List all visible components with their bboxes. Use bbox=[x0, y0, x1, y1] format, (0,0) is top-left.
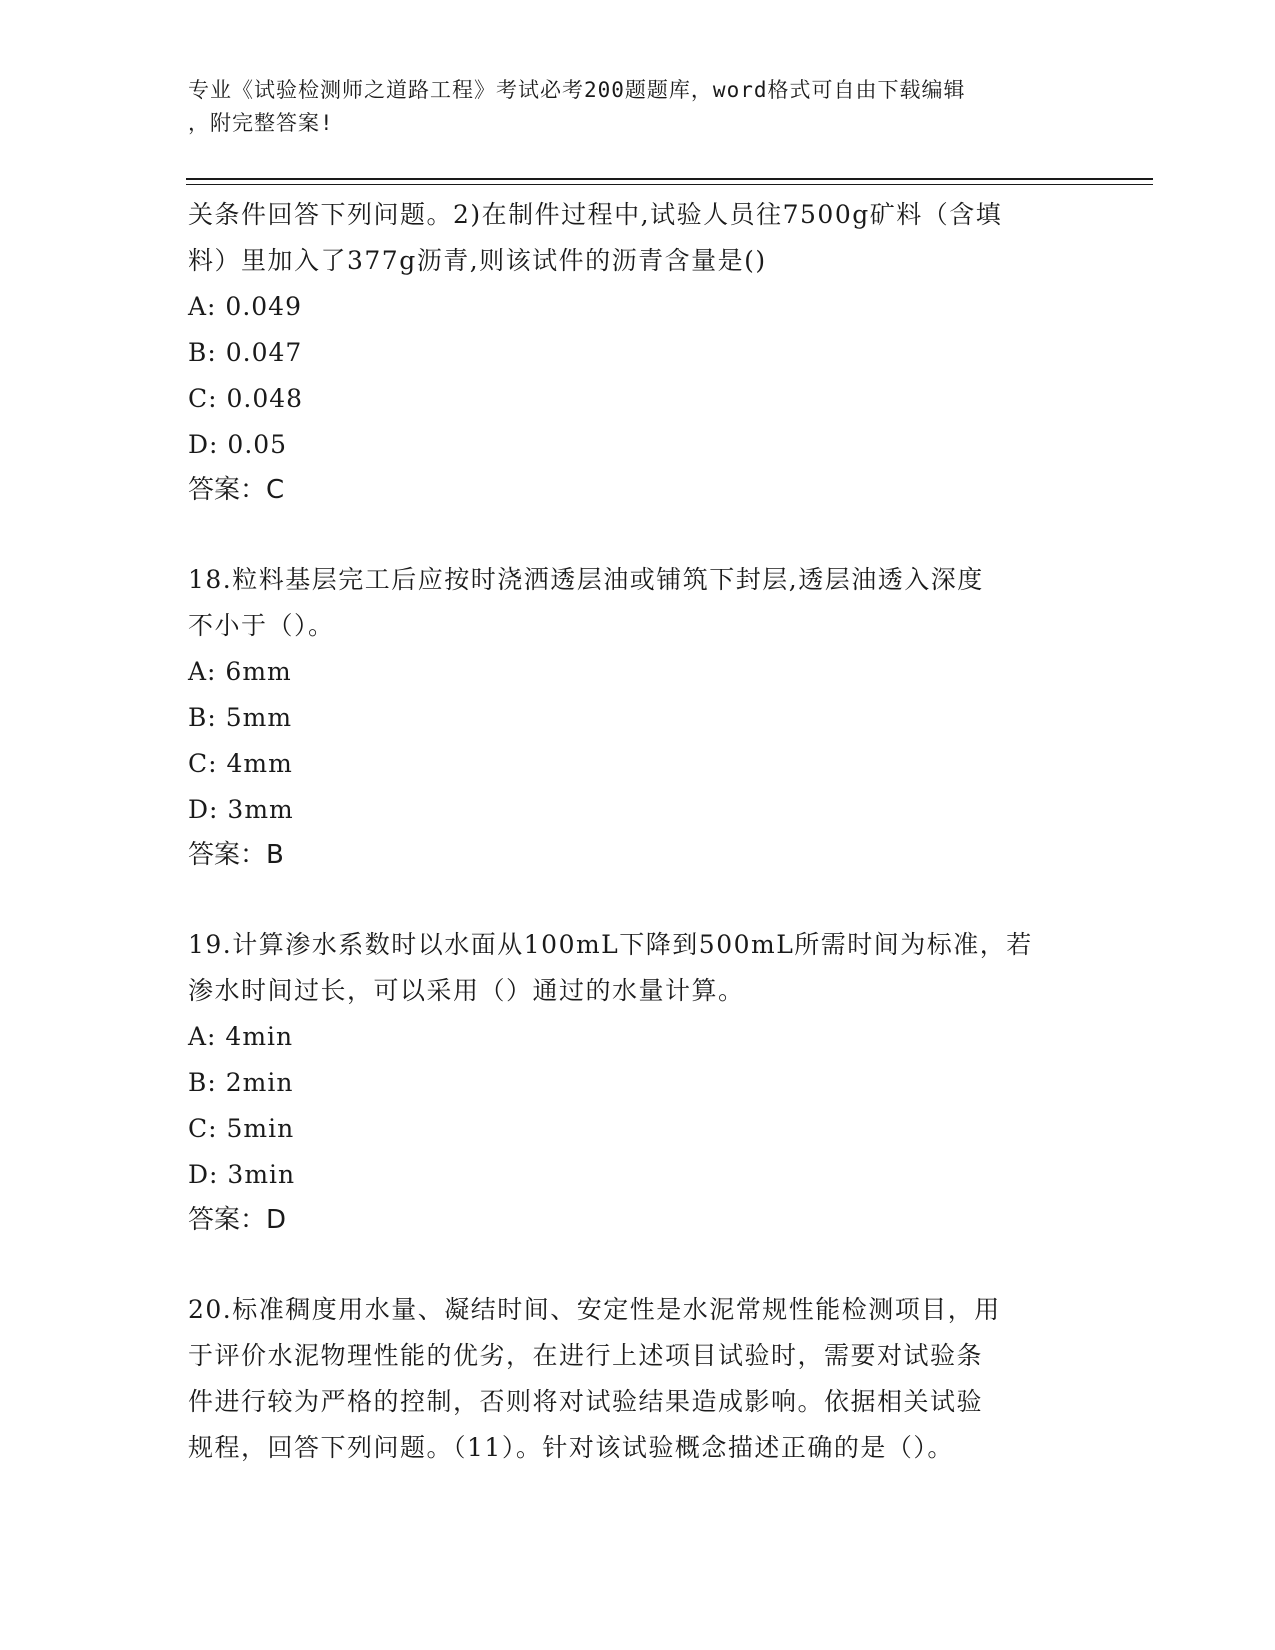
question-block bbox=[188, 1287, 1088, 1471]
option-b: B: 5mm bbox=[188, 703, 293, 732]
question-text-line: 件进行较为严格的控制，否则将对试验结果造成影响。依据相关试验 bbox=[188, 1387, 984, 1416]
option-d: D: 3mm bbox=[188, 795, 294, 824]
question-text-line: 料）里加入了377g沥青,则该试件的沥青含量是() bbox=[188, 246, 767, 275]
question-text-line: 18.粒料基层完工后应按时浇洒透层油或铺筑下封层,透层油透入深度 bbox=[188, 565, 984, 594]
option-d: D: 0.05 bbox=[188, 430, 288, 459]
option-c: C: 5min bbox=[188, 1114, 295, 1143]
option-b: B: 0.047 bbox=[188, 338, 303, 367]
answer-line: 答案：C bbox=[188, 475, 285, 505]
header-divider-thin bbox=[186, 184, 1153, 185]
question-block bbox=[188, 557, 1088, 877]
question-text-line: 渗水时间过长，可以采用（）通过的水量计算。 bbox=[188, 976, 745, 1005]
option-b: B: 2min bbox=[188, 1068, 294, 1097]
option-a: A: 6mm bbox=[188, 657, 292, 686]
answer-line: 答案：B bbox=[188, 840, 284, 870]
document-header bbox=[188, 74, 1068, 140]
question-text-line: 19.计算渗水系数时以水面从100mL下降到500mL所需时间为标准，若 bbox=[188, 930, 1033, 959]
question-list bbox=[188, 192, 1088, 1471]
option-c: C: 4mm bbox=[188, 749, 293, 778]
option-a: A: 0.049 bbox=[188, 292, 302, 321]
header-line-2: ，附完整答案! bbox=[188, 111, 334, 135]
question-text-line: 于评价水泥物理性能的优劣，在进行上述项目试验时，需要对试验条 bbox=[188, 1341, 984, 1370]
answer-line: 答案：D bbox=[188, 1205, 287, 1235]
header-divider-thick bbox=[186, 178, 1153, 180]
option-d: D: 3min bbox=[188, 1160, 296, 1189]
option-a: A: 4min bbox=[188, 1022, 294, 1051]
question-block bbox=[188, 192, 1088, 512]
header-line-1: 专业《试验检测师之道路工程》考试必考200题题库，word格式可自由下载编辑 bbox=[188, 78, 966, 102]
question-text-line: 不小于（）。 bbox=[188, 611, 335, 640]
question-text-line: 20.标准稠度用水量、凝结时间、安定性是水泥常规性能检测项目，用 bbox=[188, 1295, 1001, 1324]
question-text-line: 规程，回答下列问题。（11）。针对该试验概念描述正确的是（）。 bbox=[188, 1433, 954, 1462]
question-text-line: 关条件回答下列问题。2)在制件过程中,试验人员往7500g矿料（含填 bbox=[188, 200, 1003, 229]
option-c: C: 0.048 bbox=[188, 384, 304, 413]
question-block bbox=[188, 922, 1088, 1242]
